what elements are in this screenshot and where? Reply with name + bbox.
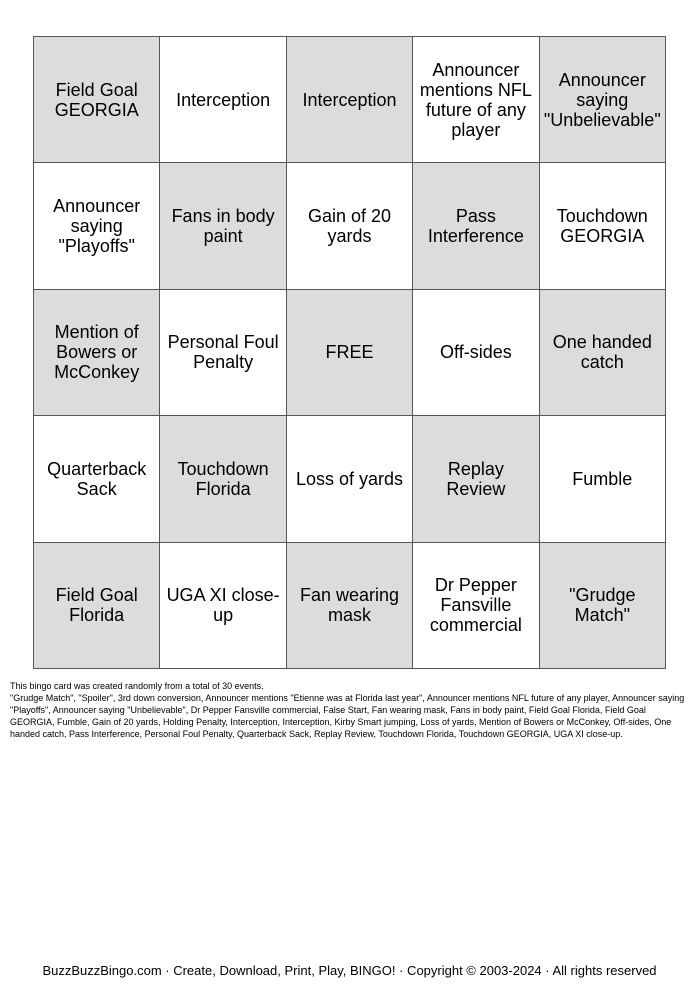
bingo-cell: Pass Interference (413, 163, 539, 289)
bingo-cell: Gain of 20 yards (287, 163, 413, 289)
bingo-cell: Field Goal GEORGIA (34, 37, 160, 163)
bingo-cell: Announcer mentions NFL future of any player (413, 37, 539, 163)
bingo-cell: Touchdown GEORGIA (540, 163, 666, 289)
bingo-grid (33, 36, 666, 669)
bingo-cell: "Grudge Match" (540, 543, 666, 669)
note-events-list: "Grudge Match", "Spoiler", 3rd down conversion, Announcer mentions "Etienne was at Florida last year", Announcer mentions NFL future of any player, Announcer saying "Playoffs", Announcer saying "Unbelievable", Dr Pepper Fansville commercial, False Start, Fan wearing mask, Fans in body paint, Field Goal Florida, Field Goal GEORGIA, Fumble, Gain of 20 yards, Holding Penalty, Interception, Interception, Kirby Smart jumping, Loss of yards, Mention of Bowers or McConkey, Off-sides, One handed catch, Pass Interference, Personal Foul Penalty, Quarterback Sack, Replay Review, Touchdown Florida, Touchdown GEORGIA, UGA XI close-up. (10, 693, 685, 739)
bingo-cell: Loss of yards (287, 416, 413, 542)
bingo-cell: Interception (287, 37, 413, 163)
bingo-cell: FREE (287, 290, 413, 416)
bingo-cell: One handed catch (540, 290, 666, 416)
bingo-cell: Off-sides (413, 290, 539, 416)
bingo-cell: Fan wearing mask (287, 543, 413, 669)
bingo-cell: Field Goal Florida (34, 543, 160, 669)
footer-copyright: BuzzBuzzBingo.com · Create, Download, Print, Play, BINGO! · Copyright © 2003-2024 · All rights reserved (42, 963, 657, 978)
bingo-cell: Touchdown Florida (160, 416, 286, 542)
bingo-cell: Dr Pepper Fansville commercial (413, 543, 539, 669)
bingo-cell: Mention of Bowers or McConkey (34, 290, 160, 416)
bingo-cell: Fumble (540, 416, 666, 542)
bingo-cell: Quarterback Sack (34, 416, 160, 542)
bingo-cell: UGA XI close-up (160, 543, 286, 669)
card-note (10, 680, 690, 740)
bingo-cell: Announcer saying "Unbelievable" (540, 37, 666, 163)
bingo-cell: Fans in body paint (160, 163, 286, 289)
bingo-cell: Announcer saying "Playoffs" (34, 163, 160, 289)
bingo-cell: Personal Foul Penalty (160, 290, 286, 416)
note-intro: This bingo card was created randomly from a total of 30 events. (10, 681, 264, 691)
bingo-cell: Replay Review (413, 416, 539, 542)
bingo-cell: Interception (160, 37, 286, 163)
